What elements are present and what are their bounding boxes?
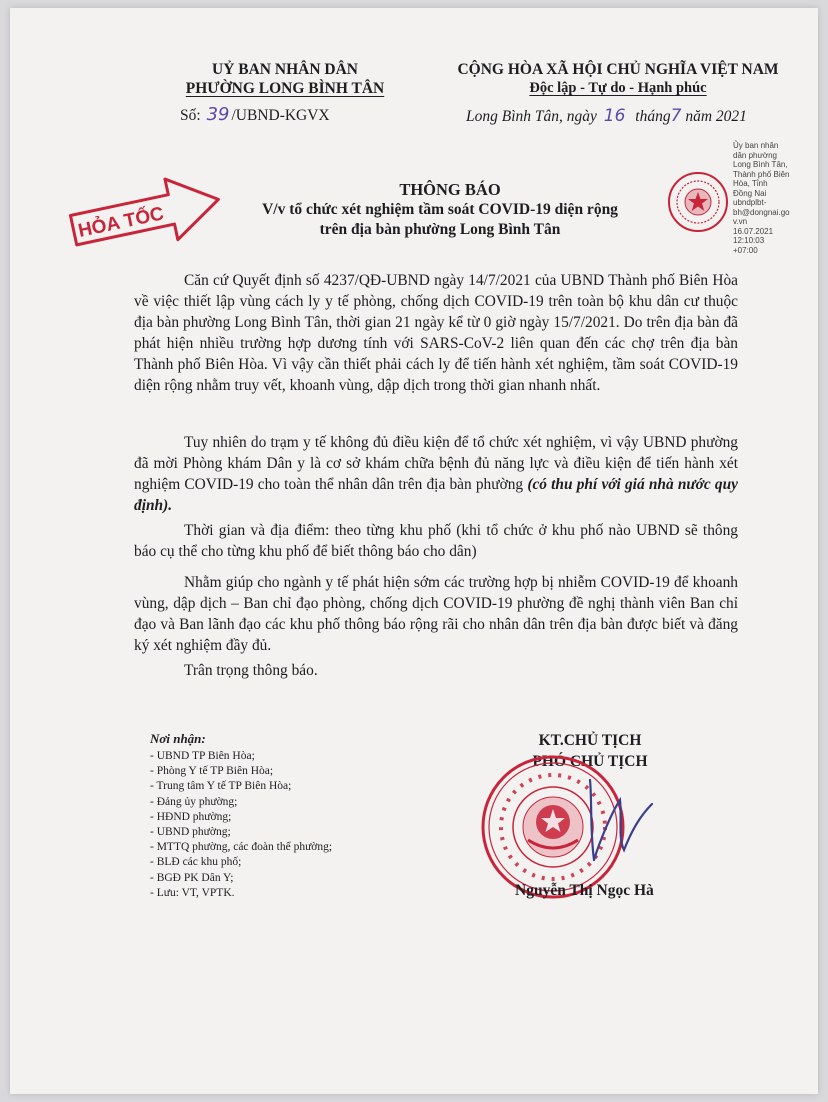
notice-heading: THÔNG BÁO <box>399 180 501 199</box>
org-line-1: UỶ BAN NHÂN DÂN <box>212 61 358 78</box>
recipient-item: - MTTQ phường, các đoàn thể phường; <box>150 841 333 854</box>
signatory-role-1: KT.CHỦ TỊCH <box>538 732 642 749</box>
recipients-heading: Nơi nhận: <box>150 731 206 746</box>
recipients-block <box>150 731 410 901</box>
recipient-item: - Đảng ủy phường; <box>150 795 238 808</box>
recipient-item: - Phòng Y tế TP Biên Hòa; <box>150 765 274 778</box>
paragraph-2: Tuy nhiên do trạm y tế không đủ điều kiện để tổ chức xét nghiệm, vì vậy UBND phường đã mời Phòng khám Dân y là cơ sở khám chữa bệnh đủ năng lực và điều kiện để tiến hành xét nghiệm COVID-19 cho toàn thể nhân dân trên địa bàn phường (có thu phí với giá nhà nước quy định). <box>134 434 738 514</box>
notice-subject-line-1: V/v tổ chức xét nghiệm tầm soát COVID-19 diện rộng <box>262 201 618 218</box>
handwritten-signature <box>560 760 680 880</box>
recipient-item: - BGĐ PK Dân Y; <box>150 871 234 884</box>
fee-note: (có thu phí với giá nhà nước quy định). <box>134 476 738 514</box>
closing-line: Trân trọng thông báo. <box>184 662 318 679</box>
issue-date: Long Bình Tân, ngày 16 tháng7 năm 2021 <box>466 106 747 126</box>
recipient-item: - Lưu: VT, VPTK. <box>150 886 235 899</box>
urgent-stamp-text: HỎA TỐC <box>76 203 166 242</box>
document-number: Số: 39 /UBND-KGVX <box>180 104 330 125</box>
recipient-item: - Trung tâm Y tế TP Biên Hòa; <box>150 780 292 793</box>
national-motto: Độc lập - Tự do - Hạnh phúc <box>529 80 707 96</box>
national-header <box>428 60 808 97</box>
signatory-role-2: PHÓ CHỦ TỊCH <box>532 753 648 770</box>
paragraph-1: Căn cứ Quyết định số 4237/QĐ-UBND ngày 14/7/2021 của UBND Thành phố Biên Hòa về việc thiết lập vùng cách ly y tế phòng, chống dịch COVID-19 trên toàn bộ khu dân cư thuộc địa bàn phường Long Bình Tân, thời gian 21 ngày kể từ 0 giờ ngày 15/7/2021. Do trên địa bàn đã phát hiện nhiều trường hợp dương tính với SARS-CoV-2 liên quan đến các chợ trên địa bàn Thành phố Biên Hòa. Vì vậy cần thiết phải cách ly để tiến hành xét nghiệm, tầm soát COVID-19 diện rộng nhằm truy vết, khoanh vùng, dập dịch trong thời gian nhanh nhất. <box>134 272 738 394</box>
org-line-2: PHƯỜNG LONG BÌNH TÂN <box>185 80 385 97</box>
recipient-item: - BLĐ các khu phố; <box>150 856 242 869</box>
country-name: CỘNG HÒA XÃ HỘI CHỦ NGHĨA VIỆT NAM <box>457 61 779 78</box>
recipient-item: - UBND phường; <box>150 826 231 839</box>
signatory-name: Nguyễn Thị Ngọc Hà <box>515 882 654 899</box>
notice-title <box>200 180 680 240</box>
notice-subject-line-2: trên địa bàn phường Long Bình Tân <box>319 221 561 238</box>
paragraph-4: Nhằm giúp cho ngành y tế phát hiện sớm các trường hợp bị nhiễm COVID-19 để khoanh vùng, dập dịch – Ban chỉ đạo phòng, chống dịch COVID-19 phường đề nghị thành viên Ban chỉ đạo và Ban lãnh đạo các khu phố thông báo rộng rãi cho nhân dân trên địa bàn được biết và đăng ký xét nghiệm đầy đủ. <box>134 574 738 654</box>
recipient-item: - UBND TP Biên Hòa; <box>150 750 255 762</box>
digital-signature-info: Ủy ban nhân dân phường Long Bình Tân, Thành phố Biên Hòa, Tỉnh Đồng Nai ubndplbt- bh@dongnai.go v.vn 16.07.2021 12:10:03 +07:00 <box>733 141 790 255</box>
issuing-org <box>150 60 420 98</box>
doc-number-handwritten: 39 <box>206 104 230 125</box>
recipient-item: - HĐND phường; <box>150 810 232 823</box>
paragraph-3: Thời gian và địa điểm: theo từng khu phố (khi tổ chức ở khu phố nào UBND sẽ thông báo cụ thể cho từng khu phố để biết thông báo cho dân) <box>134 522 738 560</box>
